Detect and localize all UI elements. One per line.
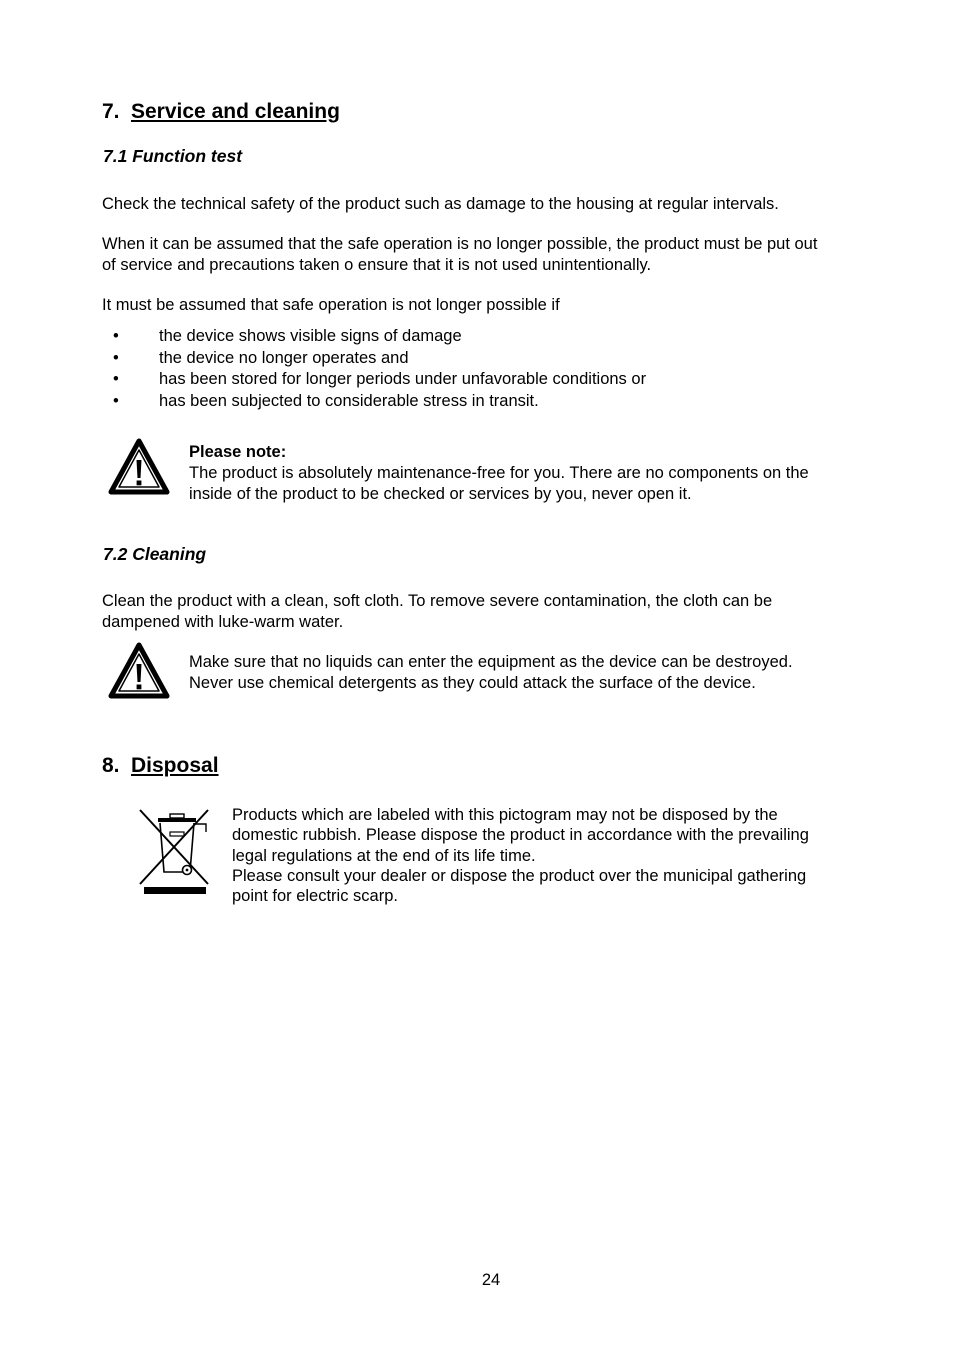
paragraph-line: Clean the product with a clean, soft cloth. To remove severe contamination, the cloth can be xyxy=(102,592,773,610)
disposal-line: domestic rubbish. Please dispose the product in accordance with the prevailing xyxy=(232,826,809,845)
warning-line: Never use chemical detergents as they could attack the surface of the device. xyxy=(189,674,756,692)
cleaning-paragraph xyxy=(102,591,772,633)
crossed-out-wheelie-bin-icon xyxy=(136,806,214,896)
section-7-heading xyxy=(102,99,340,125)
bullet-icon: • xyxy=(113,327,119,345)
cleaning-heading: 7.2 Cleaning xyxy=(103,544,207,564)
list-item-text: has been subjected to considerable stress in transit. xyxy=(159,391,539,410)
section-8-title: Disposal xyxy=(131,754,219,777)
list-item xyxy=(102,391,862,413)
disposal-line: Please consult your dealer or dispose the product over the municipal gathering xyxy=(232,866,807,885)
function-test-heading: 7.1 Function test xyxy=(103,146,243,166)
bullet-icon: • xyxy=(113,370,119,388)
note-line: inside of the product to be checked or services by you, never open it. xyxy=(189,485,692,503)
function-test-paragraph-1: Check the technical safety of the product such as damage to the housing at regular intervals. xyxy=(102,195,779,213)
warning-line: Make sure that no liquids can enter the equipment as the device can be destroyed. xyxy=(189,653,793,671)
section-7-number: 7. xyxy=(102,100,120,123)
page-number: 24 xyxy=(481,1271,501,1289)
paragraph-line: of service and precautions taken o ensure that it is not used unintentionally. xyxy=(102,256,652,274)
function-test-paragraph-2 xyxy=(102,234,817,276)
section-8-heading xyxy=(102,753,219,779)
list-item-text: the device shows visible signs of damage xyxy=(159,327,462,345)
warning-triangle-icon xyxy=(108,642,170,700)
section-8-number: 8. xyxy=(102,754,120,777)
cleaning-warning xyxy=(189,652,869,694)
list-item xyxy=(102,369,862,391)
disposal-line: legal regulations at the end of its life time. xyxy=(232,846,536,865)
list-item xyxy=(102,326,862,348)
section-7-title: Service and cleaning xyxy=(131,100,340,123)
note-title: Please note: xyxy=(189,443,287,461)
note-line: The product is absolutely maintenance-free for you. There are no components on the xyxy=(189,464,809,482)
function-test-paragraph-3: It must be assumed that safe operation is not longer possible if xyxy=(102,296,560,314)
list-item-text: the device no longer operates and xyxy=(159,348,409,367)
paragraph-line: When it can be assumed that the safe operation is no longer possible, the product must be put out xyxy=(102,235,818,253)
paragraph-line: dampened with luke-warm water. xyxy=(102,613,344,631)
disposal-text xyxy=(232,805,872,906)
disposal-line: Products which are labeled with this pictogram may not be disposed by the xyxy=(232,806,778,824)
bullet-icon: • xyxy=(113,391,119,410)
list-item xyxy=(102,348,862,370)
list-item-text: has been stored for longer periods under unfavorable conditions or xyxy=(159,370,647,388)
maintenance-note xyxy=(189,442,869,505)
conditions-list xyxy=(102,326,862,412)
disposal-line: point for electric scarp. xyxy=(232,887,398,906)
bullet-icon: • xyxy=(113,348,119,367)
warning-triangle-icon xyxy=(108,438,170,496)
